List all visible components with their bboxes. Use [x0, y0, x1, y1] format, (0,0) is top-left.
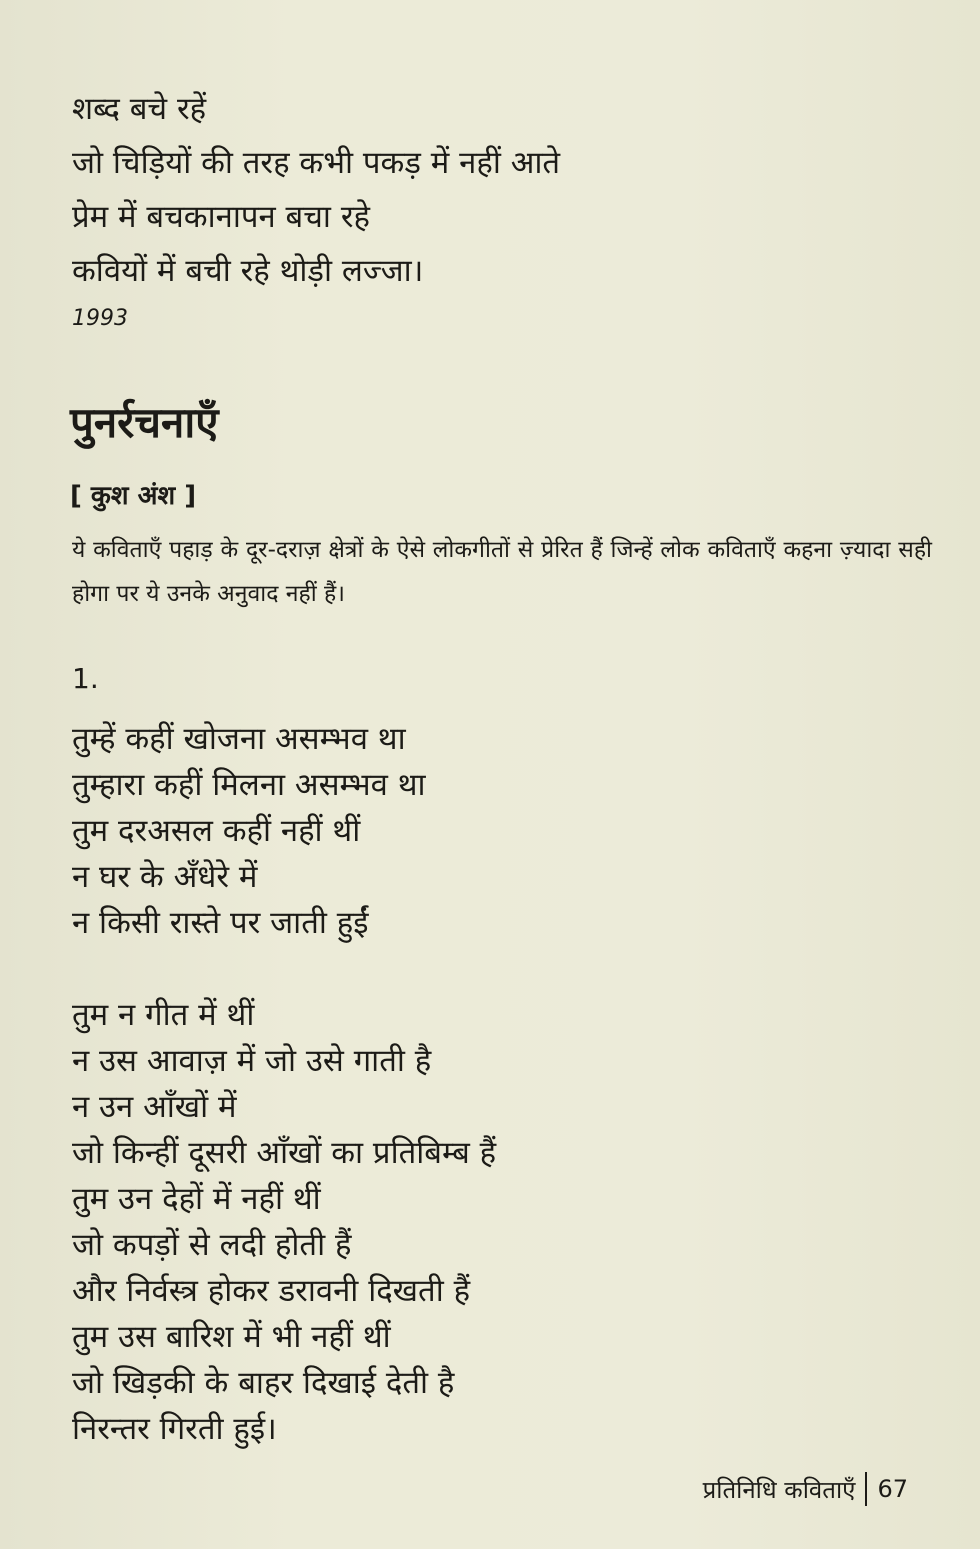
- poem-line: प्रेम में बचकानापन बचा रहे: [72, 199, 370, 235]
- poem-line: न उन आँखों में: [72, 1089, 237, 1125]
- poem-line: तुम उस बारिश में भी नहीं थीं: [72, 1319, 391, 1355]
- book-title: प्रतिनिधि कविताएँ: [702, 1475, 856, 1504]
- poem-note: ये कविताएँ पहाड़ के दूर-दराज़ क्षेत्रों के ऐसे लोकगीतों से प्रेरित हैं जिन्हें लोक कविताएँ कहना ज़्यादा सही होगा पर ये उनके अनुवाद नहीं हैं।: [72, 537, 932, 607]
- page-number: 67: [877, 1475, 908, 1503]
- stanza-2: [72, 992, 496, 1452]
- poem-line: तुम्हारा कहीं मिलना असम्भव था: [72, 767, 426, 803]
- poem-line: न उस आवाज़ में जो उसे गाती है: [72, 1043, 432, 1079]
- poem-title: पुनर्रचनाएँ: [70, 398, 219, 447]
- poem-line: तुम्हें कहीं खोजना असम्भव था: [72, 721, 406, 757]
- poem-line: कवियों में बची रहे थोड़ी लज्जा।: [72, 253, 424, 289]
- stanza-top: [72, 86, 560, 294]
- poem-line: शब्द बचे रहें: [72, 91, 207, 127]
- stanza-1: [72, 716, 426, 946]
- poem-line: तुम न गीत में थीं: [72, 997, 255, 1033]
- poem-line: और निर्वस्त्र होकर डरावनी दिखती हैं: [72, 1273, 471, 1309]
- poem-line: जो कपड़ों से लदी होती हैं: [72, 1227, 352, 1263]
- footer-divider: [865, 1472, 867, 1506]
- poem-line: तुम उन देहों में नहीं थीं: [72, 1181, 321, 1217]
- page-footer: [703, 1472, 908, 1506]
- poem-line: जो किन्हीं दूसरी आँखों का प्रतिबिम्ब हैं: [72, 1135, 497, 1171]
- section-number: 1.: [72, 662, 99, 695]
- poem-line: जो चिड़ियों की तरह कभी पकड़ में नहीं आते: [72, 145, 561, 181]
- poem-line: न किसी रास्ते पर जाती हुईं: [72, 905, 369, 941]
- poem-line: न घर के अँधेरे में: [72, 859, 258, 895]
- poem-subtitle: [ कुश अंश ]: [70, 481, 197, 511]
- poem-line: जो खिड़की के बाहर दिखाई देती है: [72, 1365, 455, 1401]
- poem-year: 1993: [72, 306, 128, 331]
- poem-line: निरन्तर गिरती हुई।: [72, 1411, 277, 1447]
- poem-line: तुम दरअसल कहीं नहीं थीं: [72, 813, 361, 849]
